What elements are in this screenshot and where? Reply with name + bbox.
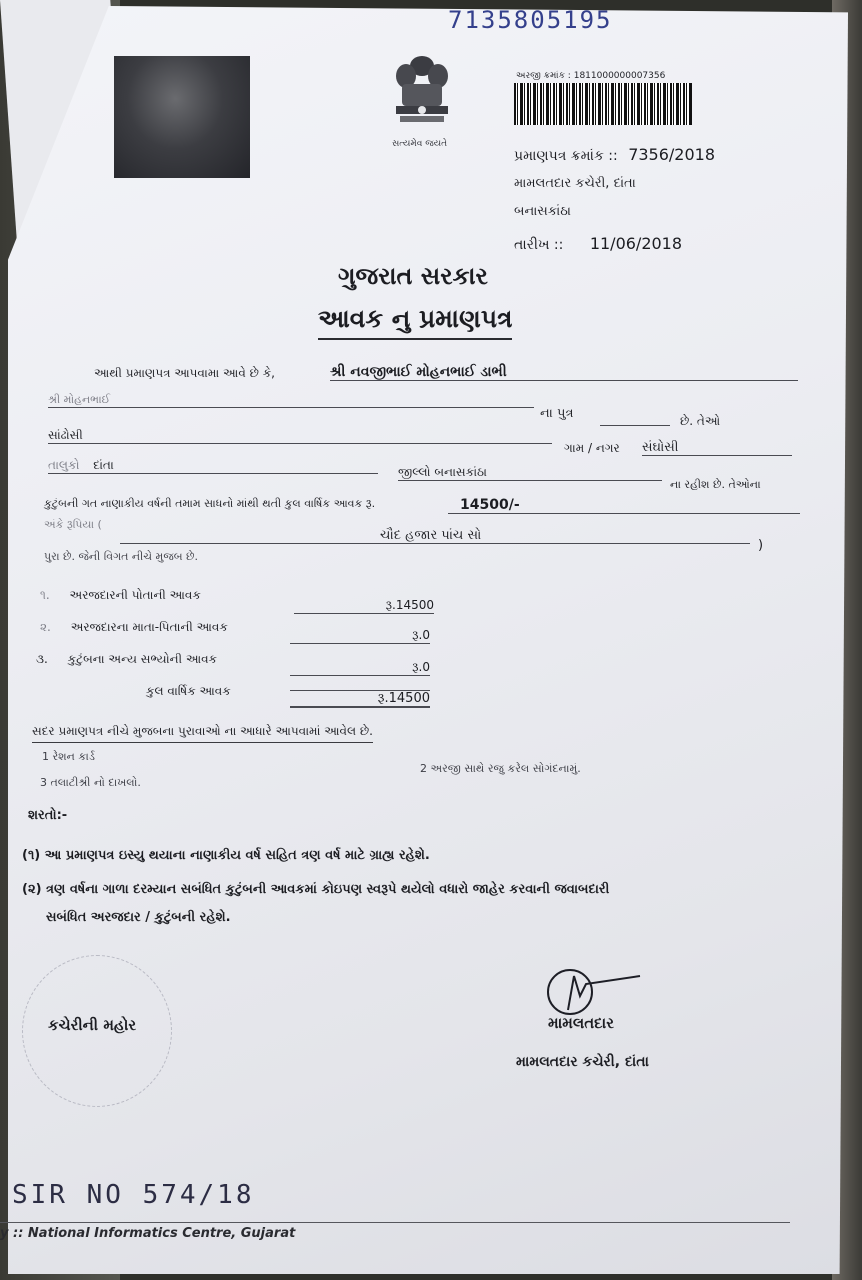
barcode bbox=[514, 83, 692, 125]
footer-rule bbox=[0, 1222, 790, 1223]
income-row-2-value: રૂ.0 bbox=[290, 628, 430, 644]
signatory-office: મામલતદાર કચેરી, દાંતા bbox=[516, 1054, 649, 1070]
emblem-motto: સત્યમેવ જયતે bbox=[392, 139, 448, 149]
evidence-heading: સદર પ્રમાણપત્ર નીચે મુજબના પુરાવાઓ ના આધારે આપવામાં આવેલ છે. bbox=[32, 724, 373, 743]
family-income-text: કુટુંબની ગત નાણાકીય વર્ષની તમામ સાધનો માંથી થતી કુલ વાર્ષિક આવક રૂ. bbox=[44, 497, 376, 510]
seal-label: કચેરીની મહોર bbox=[48, 1016, 137, 1034]
village-value: સંઘોસી bbox=[642, 440, 792, 456]
district-value: બનાસકાંઠા bbox=[434, 465, 487, 479]
income-row-3-value: રૂ.0 bbox=[290, 660, 430, 676]
applicant-photo bbox=[114, 56, 250, 178]
total-value: રૂ.14500 bbox=[290, 690, 430, 708]
taluka-value: દાંતા bbox=[93, 458, 114, 472]
total-label: કુલ વાર્ષિક આવક bbox=[146, 684, 231, 698]
signatory-title: મામલતદાર bbox=[548, 1014, 614, 1032]
application-no-label: અરજી ક્રમાંક : bbox=[516, 71, 571, 81]
district-label: જીલ્લો bbox=[398, 465, 431, 479]
district-row bbox=[398, 465, 662, 481]
condition-1: (૧) આ પ્રમાણપત્ર ઇસ્યુ થયાના નાણાકીય વર્ષ સહિત ત્રણ વર્ષ માટે ગ્રાહ્ય રહેશે. bbox=[22, 848, 430, 863]
footer-credit: y :: National Informatics Centre, Gujarat bbox=[0, 1226, 296, 1241]
they-are-label: છે. તેઓ bbox=[680, 414, 721, 428]
intro-text: આથી પ્રમાણપત્ર આપવામા આવે છે કે, bbox=[94, 366, 275, 380]
rupees-label: અંકે રૂપિયા ( bbox=[44, 518, 102, 531]
amount-in-words: ચૌદ હજાર પાંચ સો bbox=[120, 528, 750, 544]
income-row-1-value: રૂ.14500 bbox=[294, 598, 434, 614]
income-row-num: ૨. bbox=[40, 620, 51, 634]
close-paren: ) bbox=[758, 538, 764, 553]
top-handwritten-number: 7135805195 bbox=[448, 6, 613, 34]
son-of-label: ના પુત્ર bbox=[540, 406, 574, 421]
income-row-num: ૧. bbox=[40, 588, 50, 602]
government-title: ગુજરાત સરકાર bbox=[338, 262, 488, 290]
header-office: મામલતદાર કચેરી, દાંતા bbox=[514, 176, 636, 191]
certificate-title: આવક નુ પ્રમાણપત્ર bbox=[318, 304, 512, 340]
date-value: 11/06/2018 bbox=[589, 234, 683, 253]
date-row bbox=[514, 234, 682, 253]
son-of-line bbox=[600, 425, 670, 426]
evidence-item-1: 1 રેશન કાર્ડ bbox=[42, 750, 95, 763]
emblem-icon bbox=[386, 50, 458, 142]
handwritten-sir-number: SIR NO 574/18 bbox=[12, 1180, 255, 1210]
condition-2: (૨) ત્રણ વર્ષના ગાળા દરમ્યાન સબંધિત કુટુંબની આવકમાં કોઇપણ સ્વરૂપે થયેલો વધારો જાહેર કરવાની જવાબદારી bbox=[22, 882, 610, 897]
income-row-label: અરજદારના માતા-પિતાની આવક bbox=[70, 620, 228, 634]
certificate-no-label: પ્રમાણપત્ર ક્રમાંક :: bbox=[514, 148, 618, 164]
certificate-no: 7356/2018 bbox=[628, 145, 716, 164]
evidence-item-3: 3 તલાટીશ્રી નો દાખલો. bbox=[40, 776, 141, 789]
date-label: તારીખ :: bbox=[514, 237, 564, 253]
income-row-label: કુટુંબના અન્ય સભ્યોની આવક bbox=[67, 652, 218, 666]
annual-income-value: 14500/- bbox=[448, 497, 800, 514]
income-row-label: અરજદારની પોતાની આવક bbox=[69, 588, 201, 602]
conditions-heading: શરતો:- bbox=[28, 808, 68, 823]
application-no-row bbox=[516, 71, 665, 81]
village-name: સાંઢોસી bbox=[48, 428, 552, 444]
applicant-name: શ્રી નવજીભાઈ મોહનભાઈ ડાભી bbox=[330, 364, 798, 381]
certificate-no-row bbox=[514, 145, 715, 164]
taluka-row bbox=[48, 458, 378, 474]
header-district: બનાસકાંઠા bbox=[514, 204, 571, 219]
resident-text: ના રહીશ છે. તેઓના bbox=[670, 478, 761, 491]
taluka-label: તાલુકો bbox=[48, 458, 80, 472]
village-label: ગામ / નગર bbox=[564, 441, 620, 455]
details-text: પુરા છે. જેની વિગત નીચે મુજબ છે. bbox=[44, 550, 199, 563]
income-row-num: ૩. bbox=[36, 652, 48, 666]
evidence-item-2: 2 અરજી સાથે રજુ કરેલ સોગંદનામું. bbox=[420, 762, 581, 775]
condition-2-cont: સબંધિત અરજદાર / કુટુંબની રહેશે. bbox=[46, 910, 231, 925]
father-name: શ્રી મોહનભાઈ bbox=[48, 393, 534, 408]
application-no: 1811000000007356 bbox=[573, 71, 666, 81]
